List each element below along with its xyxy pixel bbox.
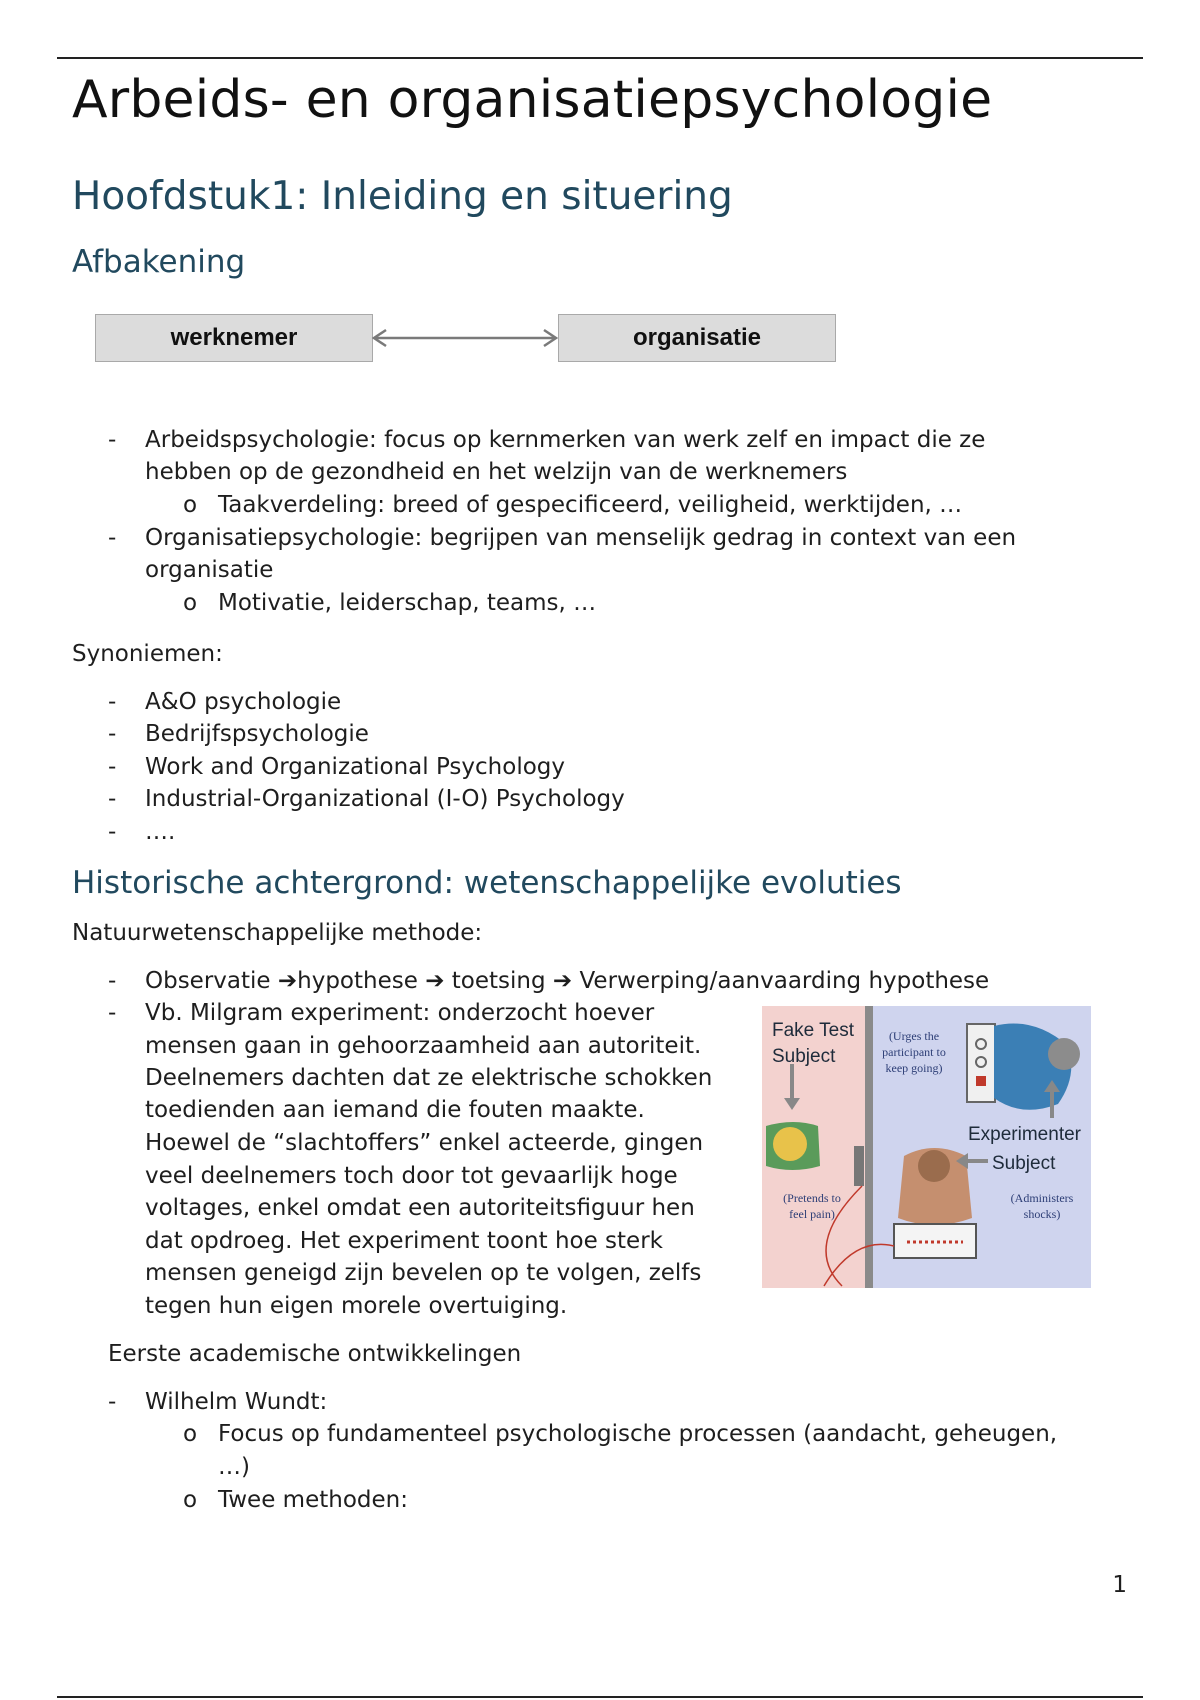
list-item-line: Organisatiepsychologie: begrijpen van menselijk gedrag in context van een	[145, 525, 1017, 551]
page-number: 1	[1112, 1572, 1127, 1598]
list-bullet: -	[108, 1000, 117, 1026]
sub-list-item: Motivatie, leiderschap, teams, …	[218, 590, 597, 616]
figure-label: (Administers	[1010, 1191, 1074, 1205]
milgram-line: tegen hun eigen morele overtuiging.	[145, 1293, 568, 1319]
sub-bullet: o	[183, 590, 198, 616]
milgram-line: Hoewel de “slachtoffers” enkel acteerde, gingen	[145, 1130, 704, 1156]
list-bullet: -	[108, 786, 117, 812]
list-bullet: -	[108, 427, 117, 453]
chapter-heading: Hoofdstuk1: Inleiding en situering	[72, 174, 733, 219]
milgram-line: voltages, enkel omdat een autoriteitsfiguur hen	[145, 1195, 695, 1221]
sub-bullet: o	[183, 1487, 198, 1513]
synonym-item: Work and Organizational Psychology	[145, 754, 565, 780]
sub-list-item: Taakverdeling: breed of gespecificeerd, veiligheid, werktijden, …	[218, 492, 963, 518]
list-bullet: -	[108, 754, 117, 780]
figure-label: participant to	[882, 1045, 946, 1059]
list-bullet: -	[108, 819, 117, 845]
academic-heading: Eerste academische ontwikkelingen	[108, 1341, 522, 1367]
diagram-box-organisatie: organisatie	[558, 314, 836, 362]
synonym-item: ….	[145, 819, 176, 845]
figure-label: Experimenter	[968, 1124, 1081, 1145]
milgram-line: Deelnemers dachten dat ze elektrische schokken	[145, 1065, 713, 1091]
top-rule	[57, 57, 1143, 59]
figure-label: keep going)	[885, 1061, 943, 1075]
list-item-line: hebben op de gezondheid en het welzijn van de werknemers	[145, 459, 848, 485]
figure-label: Fake Test	[772, 1020, 855, 1041]
list-item-line: Arbeidspsychologie: focus op kernmerken van werk zelf en impact die ze	[145, 427, 986, 453]
figure-label: feel pain)	[789, 1207, 835, 1221]
wundt-sub-line: Twee methoden:	[218, 1487, 408, 1513]
wundt-sub-line: …)	[218, 1454, 250, 1480]
document-title: Arbeids- en organisatiepsychologie	[72, 70, 993, 130]
list-bullet: -	[108, 721, 117, 747]
milgram-experiment-figure	[762, 1006, 1091, 1288]
figure-label: Subject	[772, 1046, 836, 1067]
milgram-line: mensen gaan in gehoorzaamheid aan autoriteit.	[145, 1033, 702, 1059]
figure-label: (Urges the	[888, 1029, 940, 1043]
list-bullet: -	[108, 968, 117, 994]
milgram-line: mensen geneigd zijn bevelen op te volgen, zelfs	[145, 1260, 702, 1286]
sub-bullet: o	[183, 1421, 198, 1447]
section-heading-historisch: Historische achtergrond: wetenschappelijke evoluties	[72, 865, 902, 901]
figure-label: shocks)	[1023, 1207, 1061, 1221]
wundt-label: Wilhelm Wundt:	[145, 1389, 328, 1415]
method-steps: Observatie ➔hypothese ➔ toetsing ➔ Verwerping/aanvaarding hypothese	[145, 968, 990, 994]
milgram-line: Vb. Milgram experiment: onderzocht hoever	[145, 1000, 655, 1026]
figure-label: (Pretends to	[783, 1191, 841, 1205]
list-bullet: -	[108, 525, 117, 551]
sub-bullet: o	[183, 492, 198, 518]
synonym-item: Industrial-Organizational (I-O) Psychology	[145, 786, 625, 812]
bottom-rule	[57, 1696, 1143, 1698]
milgram-line: veel deelnemers toch door tot gevaarlijk hoge	[145, 1163, 678, 1189]
diagram-box-werknemer: werknemer	[95, 314, 373, 362]
method-intro: Natuurwetenschappelijke methode:	[72, 920, 483, 946]
section-heading-afbakening: Afbakening	[72, 244, 246, 280]
wundt-sub-line: Focus op fundamenteel psychologische processen (aandacht, geheugen,	[218, 1421, 1058, 1447]
synonym-item: A&O psychologie	[145, 689, 342, 715]
milgram-line: dat opdroeg. Het experiment toont hoe sterk	[145, 1228, 663, 1254]
milgram-line: toedienden aan iemand die fouten maakte.	[145, 1097, 645, 1123]
double-arrow-icon	[370, 326, 560, 350]
figure-label: Subject	[992, 1153, 1056, 1174]
list-bullet: -	[108, 689, 117, 715]
list-bullet: -	[108, 1389, 117, 1415]
synonyms-label: Synoniemen:	[72, 641, 223, 667]
list-item-line: organisatie	[145, 557, 274, 583]
synonym-item: Bedrijfspsychologie	[145, 721, 369, 747]
